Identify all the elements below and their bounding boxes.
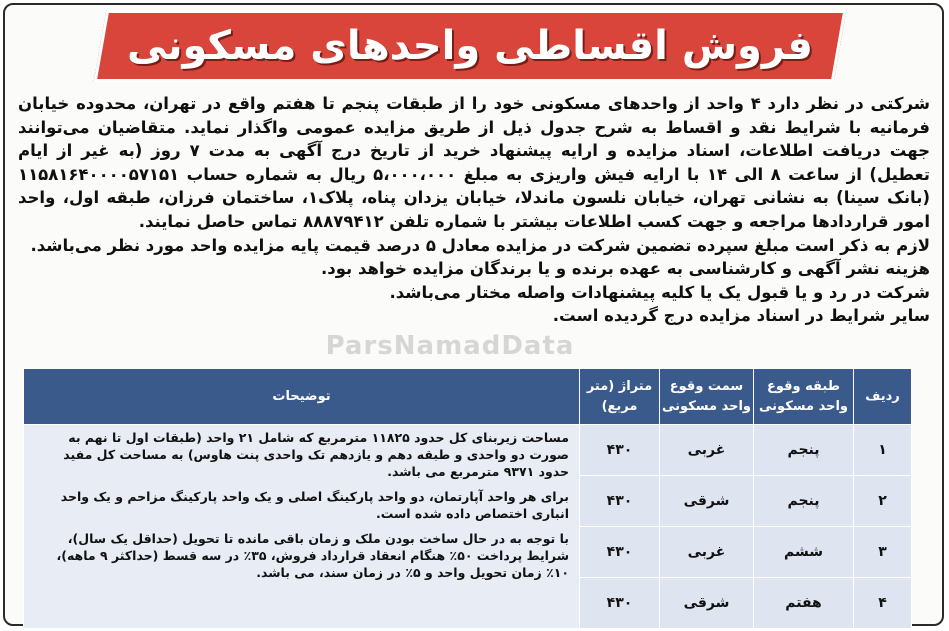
intro-paragraph: شرکتی در نظر دارد ۴ واحد از واحدهای مسکونی خود را از طبقات پنجم تا هفتم واقع در تهران، محدوده خیابان فرمانیه با شرایط نقد و اقساط به شرح جدول ذیل از طریق مزایده عمومی واگذار نماید. متقاضیان می‌توانند جهت دریافت اطلاعات، اسناد مزایده و ارایه پیشنهاد خرید از تاریخ درج آگهی به مدت ۷ روز (به غیر از ایام تعطیل) از ساعت ۸ الی ۱۴ با ارایه فیش واریزی به مبلغ ۵،۰۰۰،۰۰۰ ریال به شماره حساب ۱۱۵۸۱۶۴۰۰۰۰۵۷۱۵۱ (بانک سینا) به نشانی تهران، خیابان نلسون ماندلا، خیابان یزدان پناه، پلاک۱، ساختمان فرزان، طبقه اول، واحد امور قراردادها مراجعه و جهت کسب اطلاعات بیشتر با شماره تلفن ۸۸۸۷۹۴۱۲ تماس حاصل نمایند. <box>18 94 931 231</box>
cell-direction: شرقی <box>660 476 754 527</box>
cell-area: ۴۳۰ <box>580 527 660 578</box>
header-row-number: ردیف <box>854 369 912 425</box>
cell-floor: هفتم <box>754 578 854 629</box>
note-parking: برای هر واحد آپارتمان، دو واحد پارکینگ اصلی و یک واحد پارکینگ مزاحم و یک واحد انباری اختصاص داده شده است. <box>60 489 569 521</box>
header-floor: طبقه وقوع واحد مسکونی <box>754 369 854 425</box>
note-area: مساحت زیربنای کل حدود ۱۱۸۲۵ مترمربع که شامل ۲۱ واحد (طبقات اول تا نهم به صورت دو واحدی و طبقه دهم و یازدهم تک واحدی پنت هاوس) به مساحت کل مفید حدود ۹۳۷۱ مترمربع می باشد. <box>63 430 569 479</box>
cell-row-number: ۲ <box>854 476 912 527</box>
cell-row-number: ۴ <box>854 578 912 629</box>
cell-area: ۴۳۰ <box>580 425 660 476</box>
cell-notes <box>24 425 580 629</box>
cost-paragraph: هزینه نشر آگهی و کارشناسی به عهده برنده و یا برندگان مزایده خواهد بود. <box>320 259 930 279</box>
cell-direction: شرقی <box>660 578 754 629</box>
units-table <box>23 368 912 629</box>
rights-paragraph: شرکت در رد و یا قبول یک یا کلیه پیشنهادات واصله مختار می‌باشد. <box>389 282 930 302</box>
ad-title: فروش اقساطی واحدهای مسکونی <box>127 23 813 69</box>
deposit-paragraph: لازم به ذکر است مبلغ سپرده تضمین شرکت در مزایده معادل ۵ درصد قیمت پایه مزایده واحد مورد نظر می‌باشد. <box>30 235 930 255</box>
cell-area: ۴۳۰ <box>580 578 660 629</box>
ad-body <box>18 92 930 328</box>
header-notes: توضیحات <box>24 369 580 425</box>
cell-direction: غربی <box>660 527 754 578</box>
note-payment: با توجه به در حال ساخت بودن ملک و زمان باقی مانده تا تحویل (حداقل یک سال)، شرایط پرداخت ۵۰٪ هنگام انعقاد قرارداد فروش، ۳۵٪ در سه قسط (حداکثر ۹ ماهه)، ۱۰٪ زمان تحویل واحد و ۵٪ در زمان سند، می باشد. <box>56 531 569 580</box>
cell-floor: پنجم <box>754 476 854 527</box>
cell-row-number: ۳ <box>854 527 912 578</box>
cell-direction: غربی <box>660 425 754 476</box>
watermark: ParsNamadData <box>325 331 575 361</box>
cell-row-number: ۱ <box>854 425 912 476</box>
cell-floor: ششم <box>754 527 854 578</box>
header-direction: سمت وقوع واحد مسکونی <box>660 369 754 425</box>
cell-floor: پنجم <box>754 425 854 476</box>
conditions-paragraph: سایر شرایط در اسناد مزایده درج گردیده است. <box>552 306 930 326</box>
table-row <box>24 425 912 476</box>
header-area: متراژ (متر مربع) <box>580 369 660 425</box>
cell-area: ۴۳۰ <box>580 476 660 527</box>
table-header-row <box>24 369 912 425</box>
